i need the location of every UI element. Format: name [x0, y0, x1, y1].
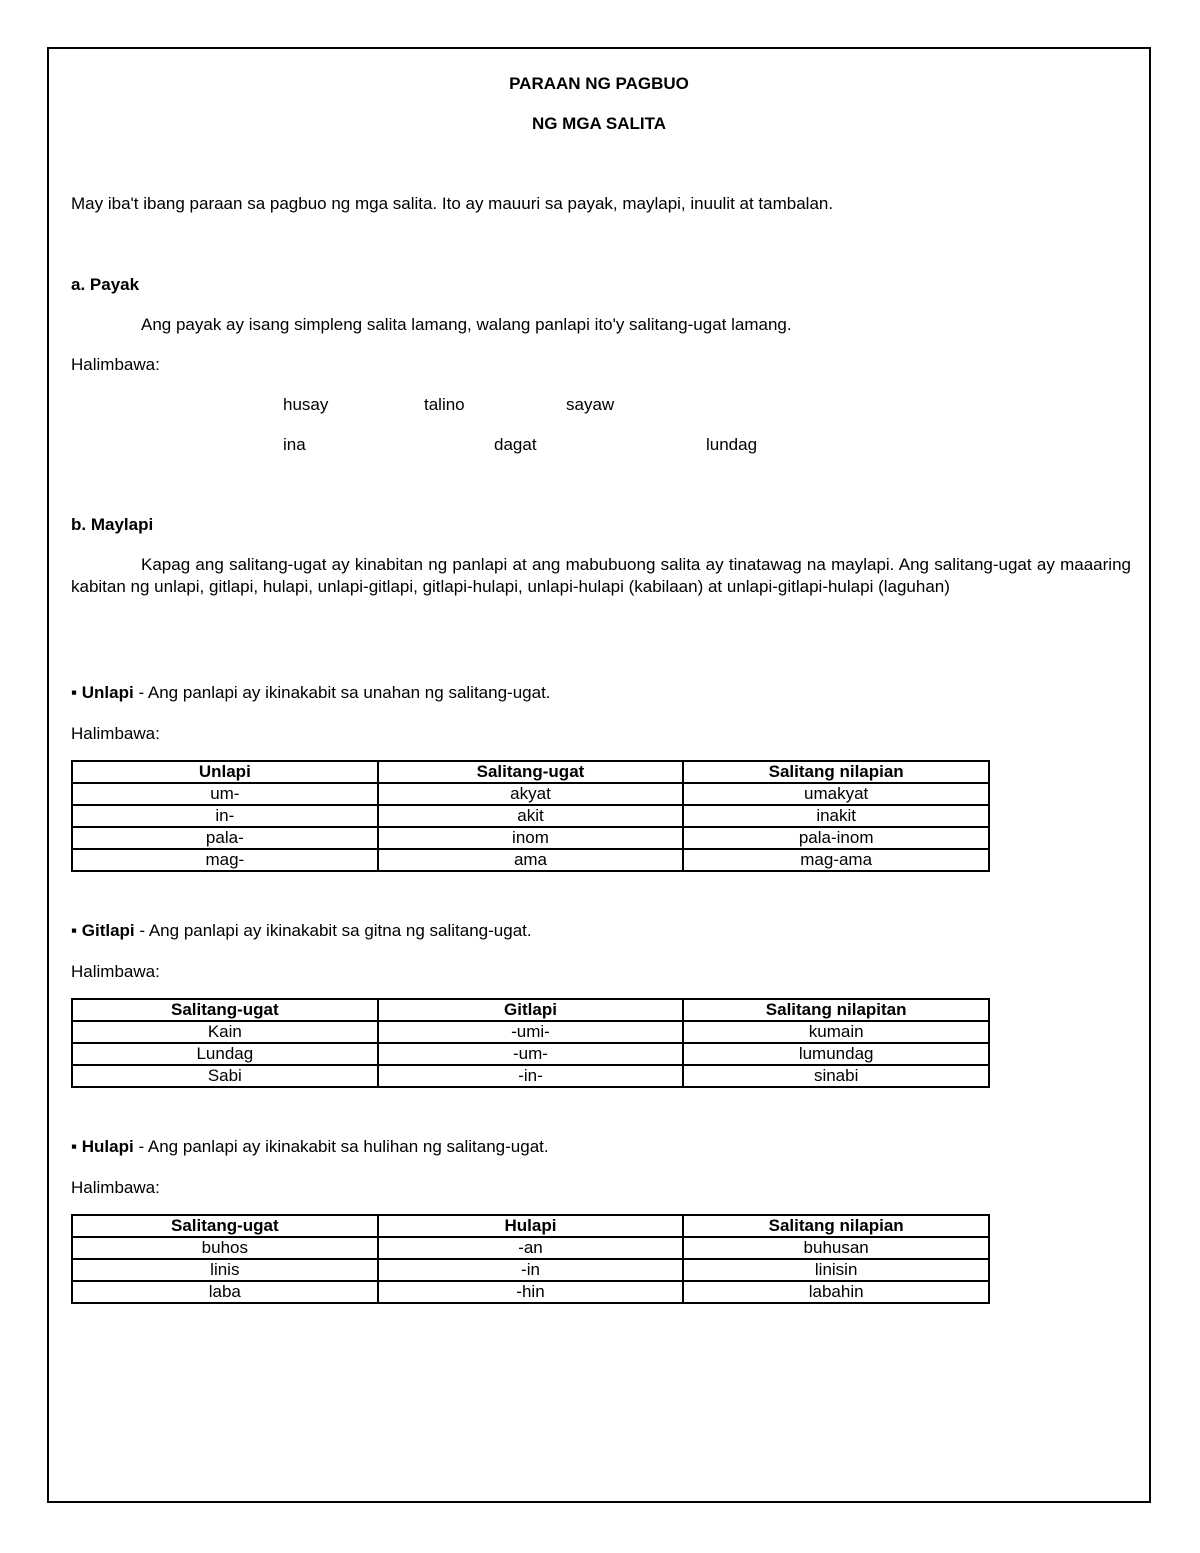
column-header: Salitang nilapian: [683, 1215, 989, 1237]
payak-example-word: husay: [283, 395, 329, 414]
table-cell: buhos: [72, 1237, 378, 1259]
table-cell: kumain: [683, 1021, 989, 1043]
table-row: [72, 1021, 989, 1043]
table-cell: um-: [72, 783, 378, 805]
unlapi-example-label: Halimbawa:: [71, 724, 160, 743]
table-cell: pala-inom: [683, 827, 989, 849]
table-cell: -an: [378, 1237, 684, 1259]
gitlapi-table: [71, 998, 990, 1088]
table-header-row: [72, 761, 989, 783]
table-row: [72, 1237, 989, 1259]
payak-definition: Ang payak ay isang simpleng salita lamang, walang panlapi ito'y salitang-ugat lamang.: [141, 315, 792, 334]
document-title-line1: PARAAN NG PAGBUO: [509, 74, 689, 93]
payak-example-word: dagat: [494, 435, 537, 454]
column-header: Salitang-ugat: [72, 1215, 378, 1237]
payak-example-label: Halimbawa:: [71, 355, 160, 374]
payak-example-word: talino: [424, 395, 465, 414]
document-page: [47, 47, 1151, 1503]
payak-example-word: lundag: [706, 435, 758, 454]
table-cell: mag-ama: [683, 849, 989, 871]
payak-heading: a. Payak: [71, 275, 140, 294]
table-row: [72, 1259, 989, 1281]
maylapi-heading: b. Maylapi: [71, 515, 154, 534]
unlapi-table: [71, 760, 990, 872]
table-row: [72, 783, 989, 805]
column-header: Unlapi: [72, 761, 378, 783]
table-cell: linis: [72, 1259, 378, 1281]
column-header: Hulapi: [378, 1215, 684, 1237]
table-cell: inom: [378, 827, 684, 849]
gitlapi-description: - Ang panlapi ay ikinakabit sa gitna ng salitang-ugat.: [134, 921, 532, 940]
column-header: Salitang nilapitan: [683, 999, 989, 1021]
unlapi-line: [71, 683, 551, 703]
hulapi-table: [71, 1214, 990, 1304]
table-cell: in-: [72, 805, 378, 827]
unlapi-term: Unlapi: [81, 683, 134, 702]
table-cell: ama: [378, 849, 684, 871]
table-header-row: [72, 999, 989, 1021]
table-cell: lumundag: [683, 1043, 989, 1065]
gitlapi-line: [71, 921, 532, 941]
table-cell: laba: [72, 1281, 378, 1303]
table-cell: -in: [378, 1259, 684, 1281]
maylapi-definition: Kapag ang salitang-ugat ay kinabitan ng panlapi at ang mabubuong salita ay tinatawag na maylapi. Ang salitang-ugat ay maaaring kabitan ng unlapi, gitlapi, hulapi, unlapi-gitlapi, gitlapi-hulapi, unlapi-hulapi (kabilaan) at unlapi-gitlapi-hulapi (laguhan): [71, 555, 1131, 596]
hulapi-line: [71, 1137, 549, 1157]
table-cell: Sabi: [72, 1065, 378, 1087]
gitlapi-term: Gitlapi: [81, 921, 135, 940]
column-header: Gitlapi: [378, 999, 684, 1021]
column-header: Salitang-ugat: [378, 761, 684, 783]
table-cell: akyat: [378, 783, 684, 805]
gitlapi-example-label: Halimbawa:: [71, 962, 160, 981]
table-row: [72, 805, 989, 827]
column-header: Salitang nilapian: [683, 761, 989, 783]
bullet-icon: ▪: [71, 683, 78, 702]
table-cell: pala-: [72, 827, 378, 849]
table-cell: inakit: [683, 805, 989, 827]
table-cell: -umi-: [378, 1021, 684, 1043]
bullet-icon: ▪: [71, 1137, 78, 1156]
document-title-line2: NG MGA SALITA: [531, 114, 667, 133]
table-cell: Kain: [72, 1021, 378, 1043]
intro-paragraph: May iba't ibang paraan sa pagbuo ng mga salita. Ito ay mauuri sa payak, maylapi, inuulit at tambalan.: [71, 194, 834, 213]
table-cell: -um-: [378, 1043, 684, 1065]
payak-example-word: ina: [283, 435, 306, 454]
table-cell: mag-: [72, 849, 378, 871]
payak-example-word: sayaw: [566, 395, 615, 414]
table-cell: Lundag: [72, 1043, 378, 1065]
table-cell: -hin: [378, 1281, 684, 1303]
unlapi-description: - Ang panlapi ay ikinakabit sa unahan ng salitang-ugat.: [133, 683, 551, 702]
table-row: [72, 1065, 989, 1087]
column-header: Salitang-ugat: [72, 999, 378, 1021]
hulapi-term: Hulapi: [81, 1137, 134, 1156]
table-row: [72, 849, 989, 871]
hulapi-description: - Ang panlapi ay ikinakabit sa hulihan ng salitang-ugat.: [133, 1137, 549, 1156]
table-row: [72, 1043, 989, 1065]
table-row: [72, 1281, 989, 1303]
table-cell: labahin: [683, 1281, 989, 1303]
table-cell: linisin: [683, 1259, 989, 1281]
table-cell: sinabi: [683, 1065, 989, 1087]
table-cell: buhusan: [683, 1237, 989, 1259]
table-row: [72, 827, 989, 849]
table-cell: akit: [378, 805, 684, 827]
table-cell: -in-: [378, 1065, 684, 1087]
table-header-row: [72, 1215, 989, 1237]
table-cell: umakyat: [683, 783, 989, 805]
bullet-icon: ▪: [71, 921, 78, 940]
hulapi-example-label: Halimbawa:: [71, 1178, 160, 1197]
